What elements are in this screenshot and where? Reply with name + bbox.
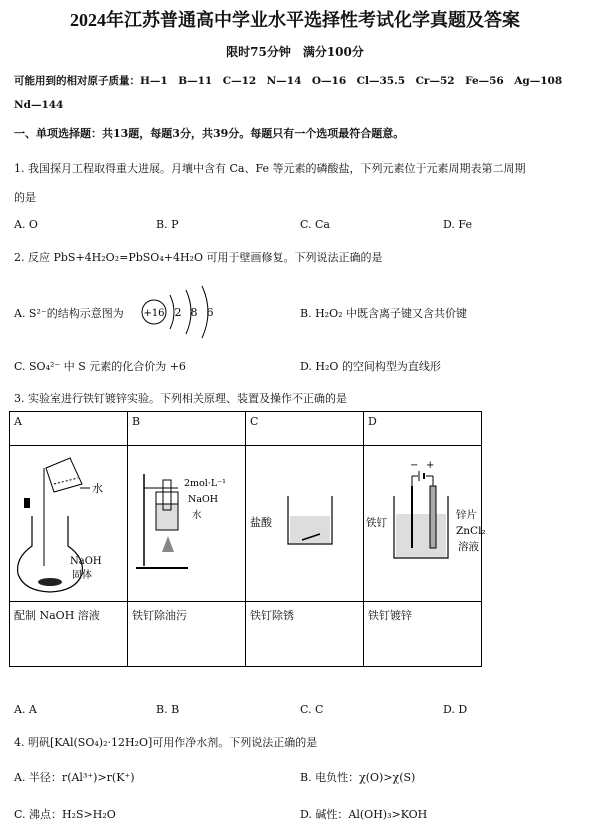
exam-time-score: 限时75分钟 满分100分 [226,45,364,59]
q3-option-a: A. A [14,703,37,716]
q3-caption-c: 铁钉除锈 [246,602,364,667]
label-plus: + [426,460,435,472]
q1-stem-cont: 的是 [14,191,36,204]
label-solution: 溶液 [458,541,479,554]
q3-header-a: A [10,412,128,446]
q3-apparatus-b [128,446,246,602]
label-iron-nail: 铁钉 [366,517,387,530]
label-zinc: 锌片 [456,509,477,522]
q3-caption-d: 铁钉镀锌 [364,602,482,667]
q3-header-b: B [128,412,246,446]
q3-option-d: D. D [443,703,468,716]
label-solid: 固体 [72,570,92,582]
nucleus-charge: +16 [143,308,165,319]
q3-header-d: D [364,412,482,446]
label-concentration: 2mol·L⁻¹ [184,478,226,490]
q3-option-b: B. B [156,703,180,716]
page-title: 2024年江苏普通高中学业水平选择性考试化学真题及答案 [70,10,520,30]
atomic-mass-line-1: 可能用到的相对原子质量：H—1 B—11 C—12 N—14 O—16 Cl—35.5 Cr—52 Fe—56 Ag—108 [14,75,563,87]
q1-stem: 1. 我国探月工程取得重大进展。月壤中含有 Ca、Fe 等元素的磷酸盐，下列元素位于元素周期表第二周期 [14,162,526,175]
q4-option-c: C. 沸点：H₂S>H₂O [14,808,116,821]
label-minus: − [410,460,419,472]
q3-apparatus-d [364,446,486,602]
q3-option-c: C. C [300,703,324,716]
q3-experiment-table [9,411,486,667]
label-zncl2: ZnCl₂ [456,525,486,538]
electroplating-diagram [364,446,498,596]
q1-option-c: C. Ca [300,218,330,231]
q3-stem: 3. 实验室进行铁钉镀锌实验。下列相关原理、装置及操作不正确的是 [14,392,347,405]
q4-option-a: A. 半径：r(Al³⁺)>r(K⁺) [14,771,135,784]
label-naoh: NaOH [70,556,102,568]
acid-beaker-diagram [246,446,366,596]
label-hcl: 盐酸 [250,516,272,530]
q3-apparatus-c [246,446,364,602]
q4-stem: 4. 明矾[KAl(SO₄)₂·12H₂O]可用作净水剂。下列说法正确的是 [14,736,318,749]
label-naoh-b: NaOH [188,494,219,506]
q3-apparatus-a [10,446,128,602]
shell-1-count: 2 [174,306,182,319]
sulfide-ion-structure-diagram [138,283,218,341]
q3-caption-a: 配制 NaOH 溶液 [10,602,128,667]
label-water: 水 [92,482,103,496]
volumetric-flask-diagram [10,446,110,596]
label-water-b: 水 [192,510,202,522]
q2-stem: 2. 反应 PbS+4H₂O₂=PbSO₄+4H₂O 可用于壁画修复。下列说法正确的是 [14,251,383,264]
q2-option-c: C. SO₄²⁻ 中 S 元素的化合价为 +6 [14,360,186,373]
q1-option-b: B. P [156,218,179,231]
q3-header-c: C [246,412,364,446]
q2-option-a: A. S²⁻的结构示意图为 [14,307,124,320]
section-heading: 一、单项选择题：共13题，每题3分，共39分。每题只有一个选项最符合题意。 [14,127,405,140]
heating-beaker-diagram [128,446,248,596]
q1-option-a: A. O [14,218,38,231]
q4-option-d: D. 碱性：Al(OH)₃>KOH [300,808,428,821]
q1-option-d: D. Fe [443,218,472,231]
q4-option-b: B. 电负性：χ(O)>χ(S) [300,771,416,784]
shell-3-count: 6 [206,306,214,319]
atomic-mass-line-2: Nd—144 [14,99,64,111]
q2-option-d: D. H₂O 的空间构型为直线形 [300,360,441,373]
q2-option-b: B. H₂O₂ 中既含离子键又含共价键 [300,307,468,320]
shell-2-count: 8 [190,306,198,319]
q3-caption-b: 铁钉除油污 [128,602,246,667]
